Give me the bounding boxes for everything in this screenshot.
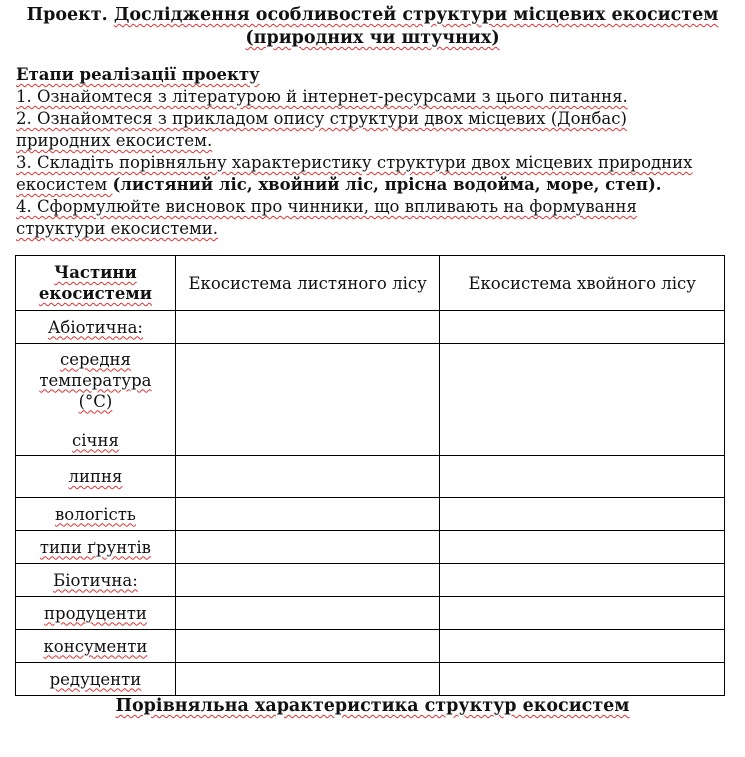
stage-item-3-text: 3. Складіть порівняльну характеристику структури двох місцевих природних екосистем (16, 153, 693, 194)
row-label-july: липня (16, 456, 176, 498)
cell-coniferous[interactable] (440, 456, 725, 498)
cell-coniferous[interactable] (440, 564, 725, 597)
cell-deciduous[interactable] (175, 311, 440, 344)
cell-deciduous[interactable] (175, 597, 440, 630)
project-stages (16, 64, 726, 240)
stage-item-3-bold: (листяний ліс, хвойний ліс, прісна водойма, море, степ). (112, 175, 662, 194)
table-row (16, 456, 725, 498)
cell-coniferous[interactable] (440, 344, 725, 456)
stage-item-2: 2. Ознайомтеся з прикладом опису структури двох місцевих (Донбас) природних екосистем. (16, 109, 627, 150)
cell-coniferous[interactable] (440, 663, 725, 696)
table-row (16, 311, 725, 344)
cell-coniferous[interactable] (440, 311, 725, 344)
document-title (0, 4, 745, 50)
table-row (16, 344, 725, 456)
table-row (16, 564, 725, 597)
row-label-temperature-text: середня температура (°С) (39, 349, 152, 411)
table-row (16, 630, 725, 663)
title-prefix: Проект. (26, 5, 114, 25)
header-parts: Частини екосистеми (16, 256, 176, 311)
title-main: Дослідження особливостей структури місцевих екосистем (113, 5, 719, 25)
header-coniferous-forest: Екосистема хвойного лісу (440, 256, 725, 311)
stage-item-1: 1. Ознайомтеся з літературою й інтернет-ресурсами з цього питання. (16, 87, 628, 106)
row-label-temperature (16, 344, 176, 456)
row-label-humidity: вологість (16, 498, 176, 531)
cell-deciduous[interactable] (175, 344, 440, 456)
table-row (16, 531, 725, 564)
cell-deciduous[interactable] (175, 630, 440, 663)
table-row (16, 498, 725, 531)
table-caption: Порівняльна характеристика структур екосистем (115, 696, 630, 716)
stage-item-3 (16, 152, 726, 196)
cell-deciduous[interactable] (175, 531, 440, 564)
table-row (16, 663, 725, 696)
row-label-abiotic: Абіотична: (16, 311, 176, 344)
title-line-1 (0, 4, 745, 27)
stage-item-4: 4. Сформулюйте висновок про чинники, що впливають на формування структури екосистеми. (16, 197, 637, 238)
row-label-producers: продуценти (16, 597, 176, 630)
row-label-january: січня (72, 430, 119, 450)
cell-coniferous[interactable] (440, 498, 725, 531)
row-label-decomposers: редуценти (16, 663, 176, 696)
cell-deciduous[interactable] (175, 663, 440, 696)
cell-coniferous[interactable] (440, 597, 725, 630)
row-label-consumers: консументи (16, 630, 176, 663)
stages-heading: Етапи реалізації проекту (16, 65, 260, 84)
table-header-row (16, 256, 725, 311)
cell-deciduous[interactable] (175, 564, 440, 597)
cell-coniferous[interactable] (440, 531, 725, 564)
cell-coniferous[interactable] (440, 630, 725, 663)
comparison-table (15, 255, 725, 696)
cell-deciduous[interactable] (175, 456, 440, 498)
table-row (16, 597, 725, 630)
row-label-biotic: Біотична: (16, 564, 176, 597)
header-deciduous-forest: Екосистема листяного лісу (175, 256, 440, 311)
title-line-2: (природних чи штучних) (245, 28, 500, 48)
cell-deciduous[interactable] (175, 498, 440, 531)
row-label-soil-types: типи ґрунтів (16, 531, 176, 564)
